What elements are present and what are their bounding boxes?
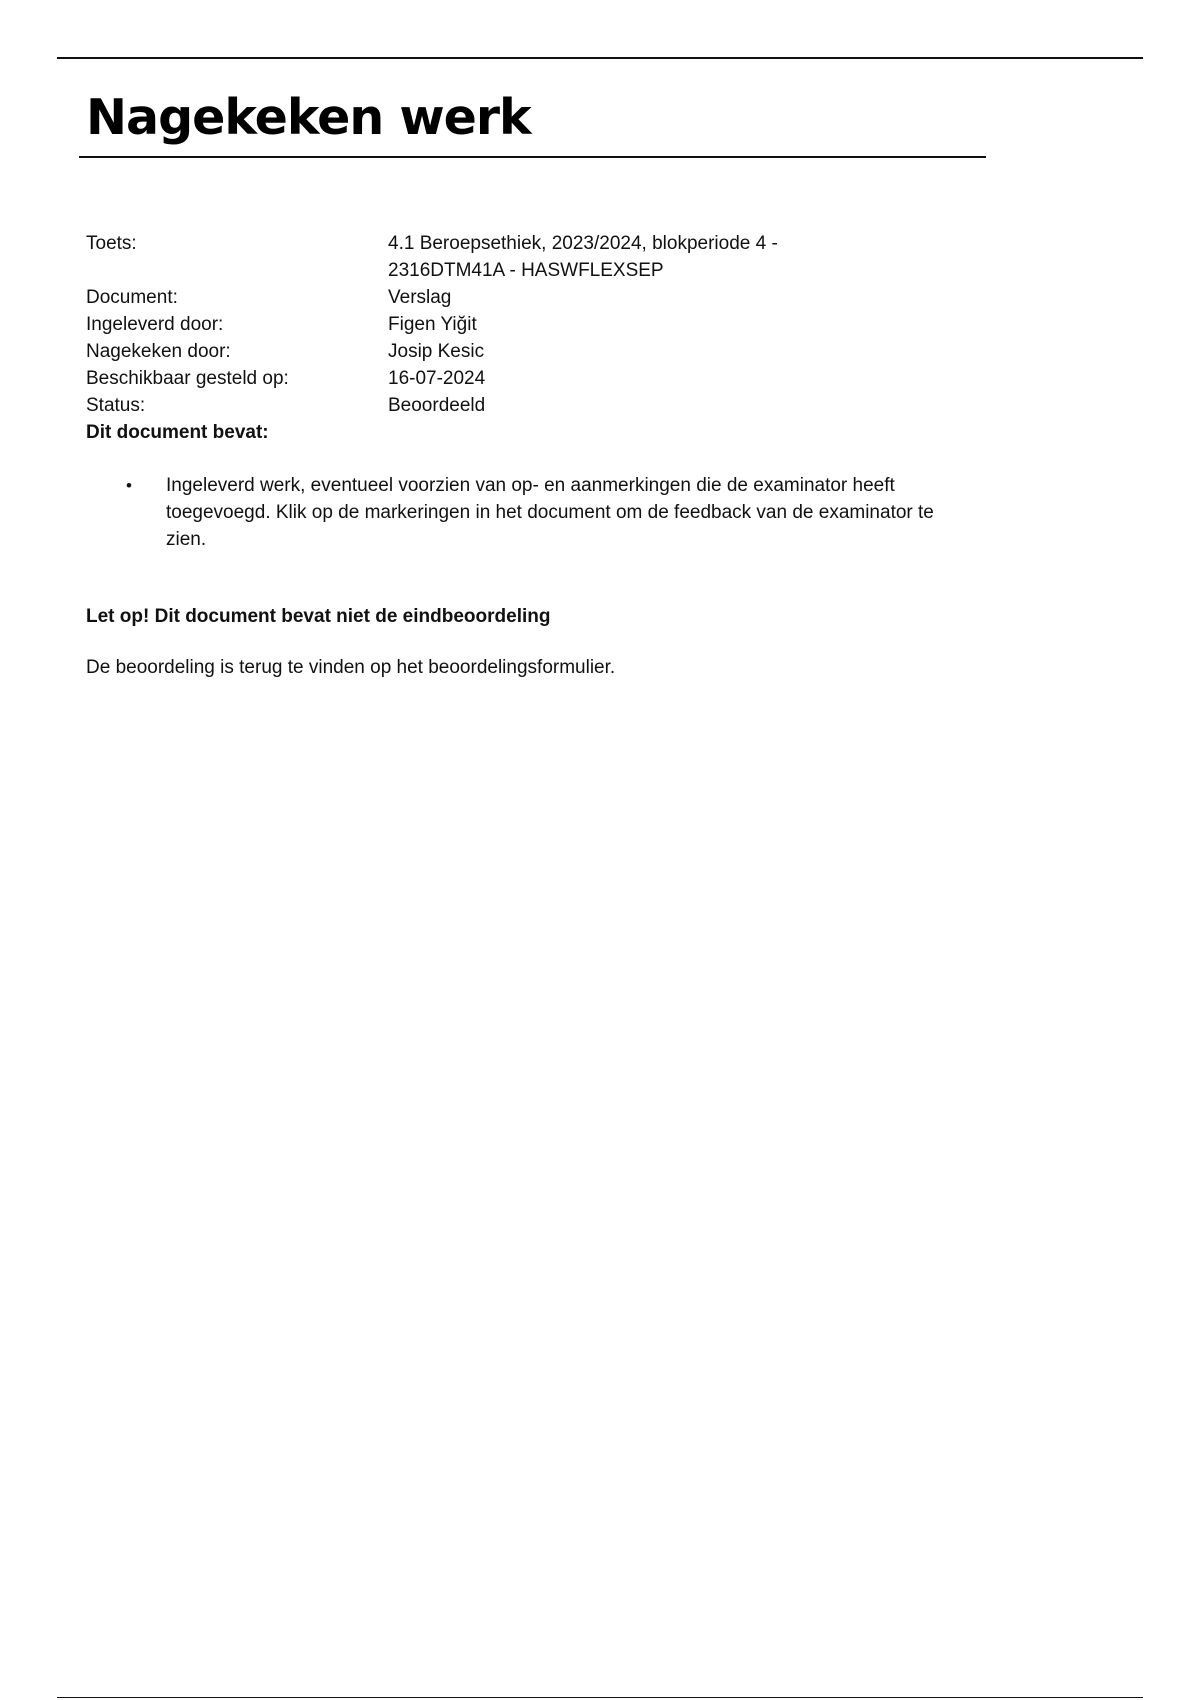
meta-value: 4.1 Beroepsethiek, 2023/2024, blokperiode 4 - 2316DTM41A - HASWFLEXSEP xyxy=(388,233,778,281)
meta-value: Figen Yiğit xyxy=(388,314,477,335)
contains-heading: Dit document bevat: xyxy=(86,422,269,443)
list-item xyxy=(86,472,966,553)
metadata-table xyxy=(86,230,986,446)
meta-row-status xyxy=(86,392,986,419)
contents-list xyxy=(86,472,966,553)
meta-row-toets xyxy=(86,230,986,284)
meta-label: Status: xyxy=(86,395,146,416)
meta-row-ingeleverd-door xyxy=(86,311,986,338)
list-item-text: Ingeleverd werk, eventueel voorzien van op- en aanmerkingen die de examinator heeft toegevoegd. Klik op de markeringen in het document om de feedback van de examinator te zien. xyxy=(166,475,934,550)
meta-value: Beoordeeld xyxy=(388,395,486,416)
title-underline xyxy=(79,156,986,158)
meta-label: Nagekeken door: xyxy=(86,341,231,362)
meta-label: Beschikbaar gesteld op: xyxy=(86,368,289,389)
page-title: Nagekeken werk xyxy=(86,89,531,146)
meta-row-nagekeken-door xyxy=(86,338,986,365)
meta-row-beschikbaar-gesteld-op xyxy=(86,365,986,392)
warning-text: Let op! Dit document bevat niet de eindbeoordeling xyxy=(86,606,551,627)
page-bottom-rule xyxy=(57,1697,1143,1698)
meta-row-document xyxy=(86,284,986,311)
meta-value: 16-07-2024 xyxy=(388,368,486,389)
bullet-icon: • xyxy=(126,476,132,495)
meta-value: Josip Kesic xyxy=(388,341,485,362)
meta-label: Toets: xyxy=(86,233,137,254)
page-top-rule xyxy=(57,57,1143,59)
meta-value: Verslag xyxy=(388,287,452,308)
note-text: De beoordeling is terug te vinden op het beoordelingsformulier. xyxy=(86,657,616,678)
meta-label: Ingeleverd door: xyxy=(86,314,224,335)
meta-label: Document: xyxy=(86,287,178,308)
